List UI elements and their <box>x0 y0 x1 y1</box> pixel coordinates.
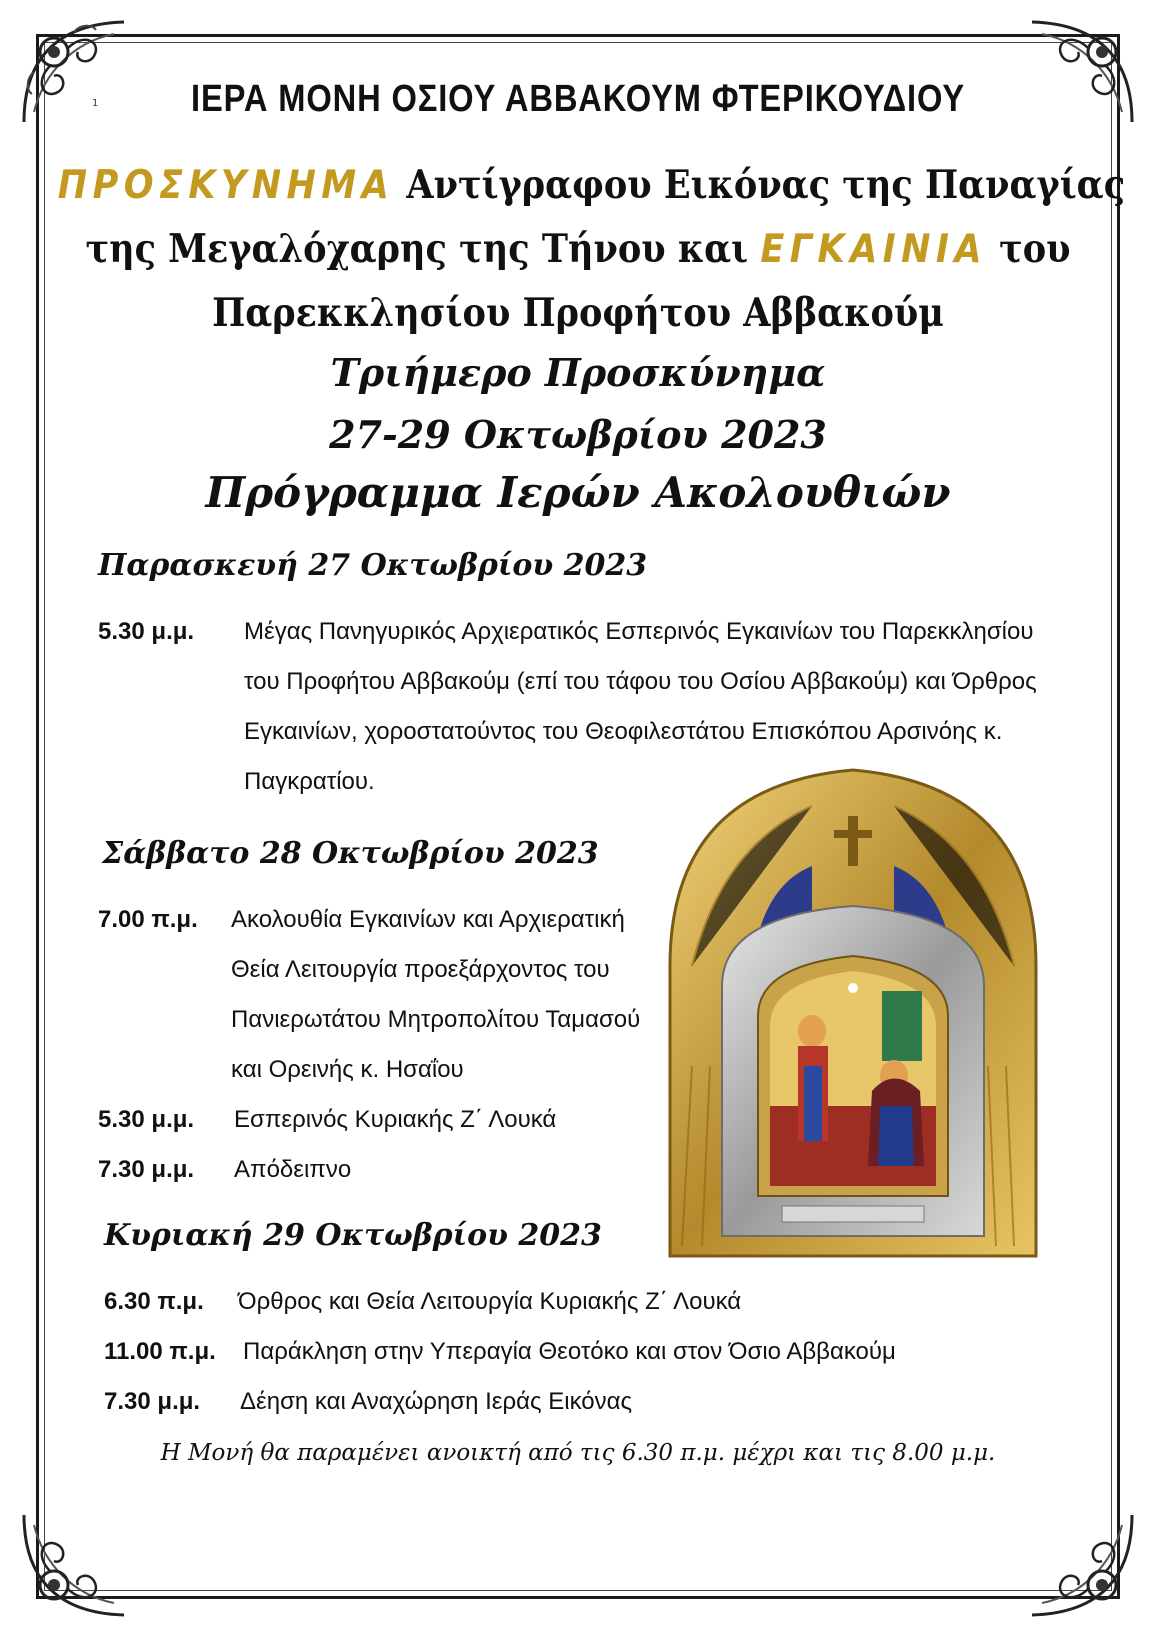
service-time: 7.30 μ.μ. <box>104 1388 201 1415</box>
heading-line-1 <box>57 162 1126 208</box>
service-text: Μέγας Πανηγυρικός Αρχιερατικός Εσπερινός Εγκαινίων του Παρεκκλησίου <box>244 618 1034 645</box>
heading-line-2 <box>58 226 1098 272</box>
program-title: Πρόγραμμα Ιερών Ακολουθιών <box>205 468 951 517</box>
service-text: και Ορεινής κ. Ησαΐου <box>231 1056 464 1083</box>
service-time: 5.30 μ.μ. <box>98 1106 195 1133</box>
service-time: 6.30 π.μ. <box>104 1288 204 1315</box>
service-text: Θεία Λειτουργία προεξάρχοντος του <box>231 956 610 983</box>
service-text: Εσπερινός Κυριακής Ζ΄ Λουκά <box>234 1106 557 1133</box>
corner-ornament-icon <box>1022 1505 1142 1625</box>
event-dates: 27-29 Οκτωβρίου 2023 <box>329 412 827 457</box>
day-title: Σάββατο 28 Οκτωβρίου 2023 <box>102 836 599 871</box>
service-text: Παράκληση στην Υπεραγία Θεοτόκο και στον Όσιο Αββακούμ <box>243 1338 896 1365</box>
service-text: Δέηση και Αναχώρηση Ιεράς Εικόνας <box>240 1388 633 1415</box>
service-text: Ακολουθία Εγκαινίων και Αρχιερατική <box>231 906 625 933</box>
corner-ornament-icon <box>14 1505 134 1625</box>
service-text: Απόδειπνο <box>234 1156 352 1183</box>
heading-highlight-egkainia: ΕΓΚΑΙΝΙΑ <box>760 227 987 272</box>
service-time: 11.00 π.μ. <box>104 1338 216 1365</box>
heading-highlight-proskynima: ΠΡΟΣΚΥΝΗΜΑ <box>57 163 395 208</box>
service-time: 7.00 π.μ. <box>98 906 198 933</box>
event-subtitle: Τριήμερο Προσκύνημα <box>330 350 826 395</box>
heading-line-2-start: της Μεγαλόχαρης της Τήνου και <box>85 226 761 272</box>
service-text: του Προφήτου Αββακούμ (επί του τάφου του Οσίου Αββακούμ) και Όρθρος <box>244 668 1037 695</box>
page-number: 1 <box>92 98 99 109</box>
annunciation-icon-image <box>662 766 1044 1260</box>
heading-line-2-end: του <box>986 226 1071 272</box>
monastery-title: ΙΕΡΑ ΜΟΝΗ ΟΣΙΟΥ ΑΒΒΑΚΟΥΜ ΦΤΕΡΙΚΟΥΔΙΟΥ <box>191 78 965 120</box>
day-title: Κυριακή 29 Οκτωβρίου 2023 <box>104 1218 602 1253</box>
service-time: 7.30 μ.μ. <box>98 1156 195 1183</box>
service-text: Εγκαινίων, χοροστατούντος του Θεοφιλεστάτου Επισκόπου Αρσινόης κ. <box>244 718 1003 745</box>
service-text: Παγκρατίου. <box>244 768 375 795</box>
day-title: Παρασκευή 27 Οκτωβρίου 2023 <box>98 548 648 583</box>
service-text: Όρθρος και Θεία Λειτουργία Κυριακής Ζ΄ Λουκά <box>238 1288 742 1315</box>
service-text: Πανιερωτάτου Μητροπολίτου Ταμασού <box>231 1006 641 1033</box>
heading-line-1-rest: Αντίγραφου Εικόνας της Παναγίας <box>394 162 1126 208</box>
service-time: 5.30 μ.μ. <box>98 618 195 645</box>
opening-hours-note: Η Μονή θα παραμένει ανοικτή από τις 6.30 π.μ. μέχρι και τις 8.00 μ.μ. <box>160 1440 996 1466</box>
heading-line-3: Παρεκκλησίου Προφήτου Αββακούμ <box>212 290 944 336</box>
